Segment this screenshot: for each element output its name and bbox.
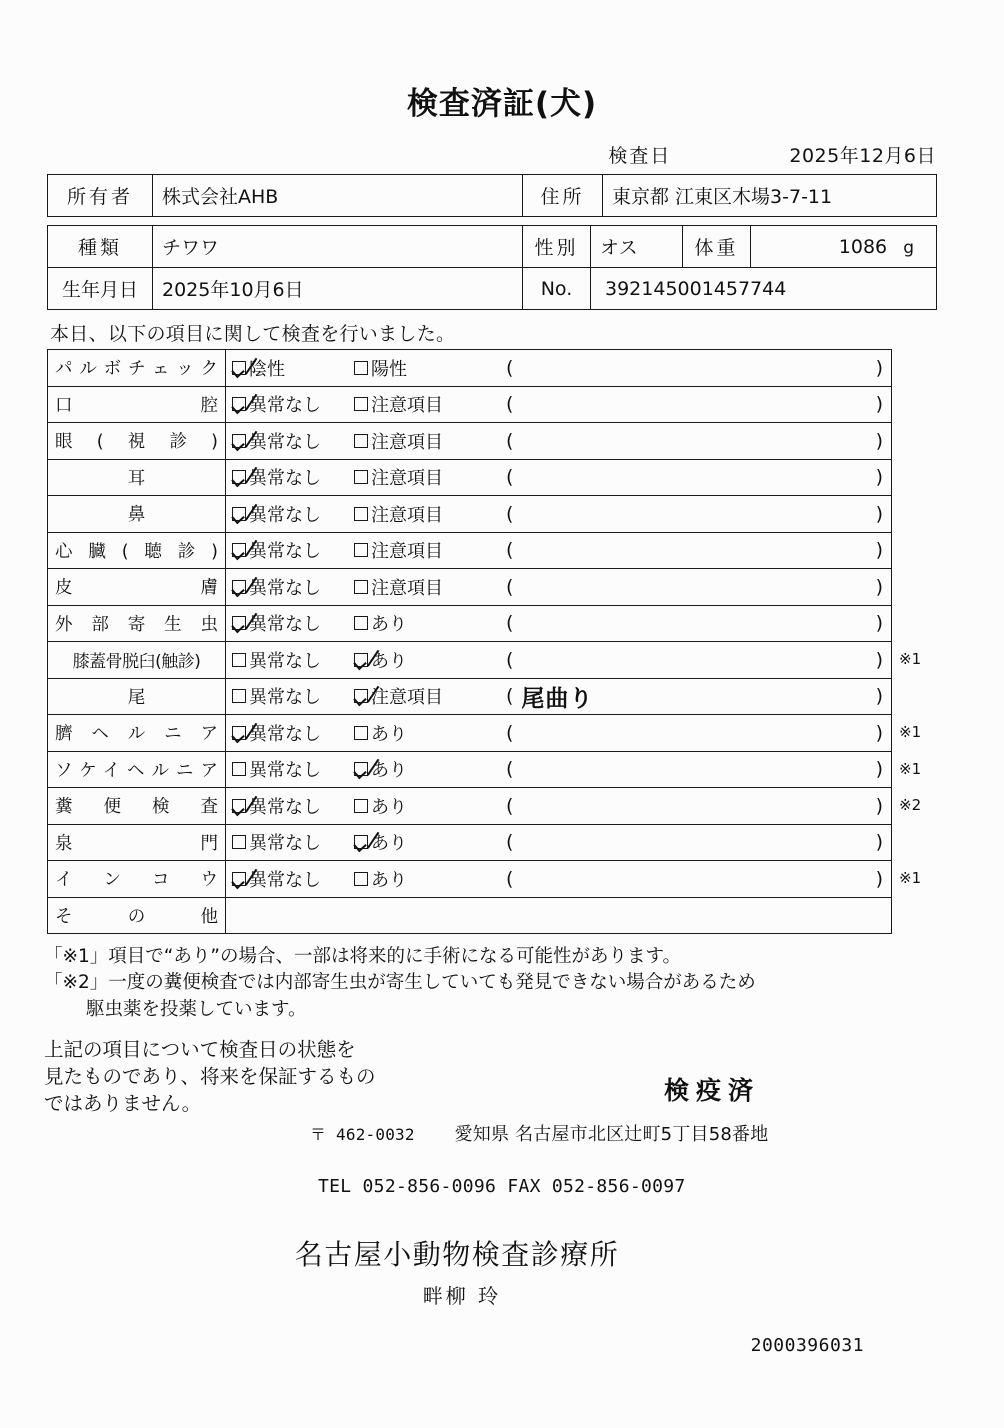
checkbox-option-2[interactable] xyxy=(354,683,506,709)
checkbox-option-1[interactable] xyxy=(232,793,354,819)
close-paren: ) xyxy=(875,648,883,671)
quarantine-stamp: 検疫済 xyxy=(664,1075,761,1105)
footnote-mark xyxy=(899,532,979,569)
open-paren: ( xyxy=(506,831,514,854)
checkbox-empty-icon[interactable] xyxy=(232,653,246,667)
checkbox-checked-icon[interactable] xyxy=(232,507,246,521)
table-row xyxy=(48,569,892,606)
close-paren: ) xyxy=(875,393,883,416)
checklist-row-label: 尾 xyxy=(48,678,226,715)
weight-value: 1086 xyxy=(838,235,888,258)
checkbox-option-label: 注意項目 xyxy=(371,468,443,490)
checkbox-option-1[interactable] xyxy=(232,428,354,454)
veterinarian-name: 畔柳 玲 xyxy=(422,1283,502,1308)
remark-field[interactable] xyxy=(506,430,891,452)
checkbox-empty-icon[interactable] xyxy=(354,799,368,813)
checkbox-checked-icon[interactable] xyxy=(232,543,246,557)
checkbox-option-label: あり xyxy=(371,796,407,818)
address-value: 東京都 江東区木場3-7-11 xyxy=(603,175,937,217)
checkbox-option-1[interactable] xyxy=(232,537,354,563)
checkbox-checked-icon[interactable] xyxy=(232,616,246,630)
checkbox-option-label: 異常なし xyxy=(249,833,321,855)
footnote-1: 「※1」項目で“あり”の場合、一部は将来的に手術になる可能性があります。 xyxy=(44,946,681,967)
checkbox-checked-icon[interactable] xyxy=(354,835,368,849)
birthdate-value: 2025年10月6日 xyxy=(153,268,523,310)
remark-field[interactable] xyxy=(506,868,891,890)
open-paren: ( xyxy=(506,429,514,452)
close-paren: ) xyxy=(875,466,883,489)
checkbox-option-2[interactable] xyxy=(354,756,506,782)
intro-text: 本日、以下の項目に関して検査を行いました。 xyxy=(50,323,456,345)
remark-field[interactable] xyxy=(506,649,891,671)
checkbox-option-2[interactable] xyxy=(354,537,506,563)
checkbox-option-label: あり xyxy=(371,650,407,672)
checkbox-option-label: 異常なし xyxy=(249,723,321,745)
disclaimer-line-2: 見たものであり、将来を保証するもの xyxy=(44,1064,376,1088)
checkbox-empty-icon[interactable] xyxy=(354,361,368,375)
checkbox-option-label: 異常なし xyxy=(249,796,321,818)
footnote-mark xyxy=(899,349,979,386)
checkbox-option-label: 異常なし xyxy=(249,869,321,891)
checkbox-checked-icon[interactable] xyxy=(354,653,368,667)
close-paren: ) xyxy=(875,758,883,781)
footnote-mark xyxy=(899,824,979,861)
open-paren: ( xyxy=(506,685,514,708)
checkbox-empty-icon[interactable] xyxy=(354,397,368,411)
table-row xyxy=(48,175,937,217)
footnote-mark xyxy=(899,678,979,715)
postal-code: 〒 462-0032 xyxy=(310,1124,415,1144)
checklist-row-options xyxy=(226,715,892,752)
birthdate-label: 生年月日 xyxy=(48,268,153,310)
checkbox-option-2[interactable] xyxy=(354,720,506,746)
checklist-row-options xyxy=(226,496,892,533)
remark-field[interactable] xyxy=(506,680,891,713)
checklist-row-label: 膝蓋骨脱臼(触診) xyxy=(48,642,226,679)
checkbox-option-label: あり xyxy=(371,614,407,636)
footnote-mark xyxy=(899,422,979,459)
checklist-row-label: ソケイヘルニア xyxy=(48,751,226,788)
table-row xyxy=(48,678,892,715)
address-label: 住所 xyxy=(523,175,603,217)
checkbox-checked-icon[interactable] xyxy=(232,434,246,448)
other-value[interactable] xyxy=(226,897,892,934)
checkbox-option-label: 注意項目 xyxy=(371,577,443,599)
checkbox-option-2[interactable] xyxy=(354,501,506,527)
footnote-mark: ※1 xyxy=(899,723,922,742)
disclaimer-text xyxy=(44,1037,464,1118)
checkbox-option-2[interactable] xyxy=(354,574,506,600)
animal-info-table xyxy=(47,225,937,310)
checkbox-option-1[interactable] xyxy=(232,647,354,673)
checklist-row-options xyxy=(226,423,892,460)
table-row xyxy=(48,386,892,423)
remark-field[interactable] xyxy=(506,503,891,525)
checkbox-option-1[interactable] xyxy=(232,683,354,709)
page-title: 検査済証(犬) xyxy=(406,86,598,122)
inspection-date-label: 検査日 xyxy=(608,145,672,167)
remark-field[interactable] xyxy=(506,466,891,488)
checkbox-option-label: 異常なし xyxy=(249,468,321,490)
address-text: 愛知県 名古屋市北区辻町5丁目58番地 xyxy=(454,1123,769,1145)
checkbox-option-1[interactable] xyxy=(232,464,354,490)
breed-label: 種類 xyxy=(48,226,153,268)
checklist-row-options xyxy=(226,532,892,569)
checkbox-checked-icon[interactable] xyxy=(232,361,246,375)
checkbox-option-1[interactable] xyxy=(232,720,354,746)
checklist-row-options xyxy=(226,861,892,898)
checklist-row-options xyxy=(226,569,892,606)
open-paren: ( xyxy=(506,393,514,416)
checkbox-option-1[interactable] xyxy=(232,866,354,892)
checkbox-empty-icon[interactable] xyxy=(354,507,368,521)
checkbox-option-label: 異常なし xyxy=(249,577,321,599)
checkbox-option-label: 異常なし xyxy=(249,541,321,563)
checklist-row-options xyxy=(226,788,892,825)
close-paren: ) xyxy=(875,685,883,708)
inspection-date-value: 2025年12月6日 xyxy=(789,145,936,167)
checkbox-empty-icon[interactable] xyxy=(232,762,246,776)
checkbox-option-2[interactable] xyxy=(354,391,506,417)
checkbox-option-label: 異常なし xyxy=(249,431,321,453)
close-paren: ) xyxy=(875,575,883,598)
checkbox-option-2[interactable] xyxy=(354,610,506,636)
remark-field[interactable] xyxy=(506,576,891,598)
remark-field[interactable] xyxy=(506,831,891,853)
owner-info-table xyxy=(47,174,937,217)
checkbox-option-label: あり xyxy=(371,723,407,745)
clinic-name: 名古屋小動物検査診療所 xyxy=(294,1237,620,1271)
sex-label: 性別 xyxy=(523,226,591,268)
checklist-row-label: 耳 xyxy=(48,459,226,496)
checkbox-empty-icon[interactable] xyxy=(232,835,246,849)
footnote-mark xyxy=(899,605,979,642)
checkbox-option-2[interactable] xyxy=(354,866,506,892)
checklist-row-options xyxy=(226,824,892,861)
remark-field[interactable] xyxy=(506,393,891,415)
close-paren: ) xyxy=(875,356,883,379)
close-paren: ) xyxy=(875,502,883,525)
checkbox-option-2[interactable] xyxy=(354,428,506,454)
footnote-mark xyxy=(899,459,979,496)
table-row xyxy=(48,897,892,934)
table-row xyxy=(48,715,892,752)
reference-number: 2000396031 xyxy=(750,1334,864,1356)
open-paren: ( xyxy=(506,466,514,489)
checklist-row-label: 糞便検査 xyxy=(48,788,226,825)
checklist-table xyxy=(47,349,892,934)
checkbox-option-label: 注意項目 xyxy=(371,687,443,709)
close-paren: ) xyxy=(875,794,883,817)
remark-handwritten-note: 尾曲り xyxy=(521,684,594,712)
table-row xyxy=(48,605,892,642)
footnote-mark: ※1 xyxy=(899,869,922,888)
checklist-row-options xyxy=(226,751,892,788)
open-paren: ( xyxy=(506,612,514,635)
remark-field[interactable] xyxy=(506,722,891,744)
checkbox-empty-icon[interactable] xyxy=(354,543,368,557)
checklist-row-options xyxy=(226,459,892,496)
checkbox-option-1[interactable] xyxy=(232,574,354,600)
checklist-row-label: インコウ xyxy=(48,861,226,898)
table-row xyxy=(48,788,892,825)
checkbox-option-label: 異常なし xyxy=(249,760,321,782)
breed-value: チワワ xyxy=(153,226,523,268)
checkbox-empty-icon[interactable] xyxy=(354,726,368,740)
footnote-2-line2: 駆虫薬を投薬しています。 xyxy=(86,998,307,1020)
close-paren: ) xyxy=(875,867,883,890)
clinic-contact: TEL 052-856-0096 FAX 052-856-0097 xyxy=(318,1175,686,1197)
checkbox-empty-icon[interactable] xyxy=(354,580,368,594)
disclaimer-line-1: 上記の項目について検査日の状態を xyxy=(44,1037,356,1061)
footnote-mark: ※1 xyxy=(899,759,922,778)
checkbox-checked-icon[interactable] xyxy=(354,689,368,703)
remark-field[interactable] xyxy=(506,539,891,561)
checklist-row-label: 心臓(聴診) xyxy=(48,532,226,569)
checkbox-option-label: 異常なし xyxy=(249,687,321,709)
checkbox-option-2[interactable] xyxy=(354,829,506,855)
checklist-row-options xyxy=(226,350,892,387)
table-row xyxy=(48,642,892,679)
open-paren: ( xyxy=(506,648,514,671)
table-row xyxy=(48,459,892,496)
checkbox-checked-icon[interactable] xyxy=(232,799,246,813)
footnote-marks-column xyxy=(899,349,979,897)
footnote-mark: ※2 xyxy=(899,796,922,815)
close-paren: ) xyxy=(875,721,883,744)
disclaimer-line-3: ではありません。 xyxy=(44,1091,202,1115)
checkbox-empty-icon[interactable] xyxy=(354,470,368,484)
table-row xyxy=(48,226,937,268)
checkbox-option-2[interactable] xyxy=(354,793,506,819)
weight-unit: g xyxy=(903,237,914,258)
footnotes xyxy=(44,944,1004,1023)
table-row xyxy=(48,824,892,861)
table-row xyxy=(48,861,892,898)
open-paren: ( xyxy=(506,758,514,781)
checkbox-option-2[interactable] xyxy=(354,647,506,673)
remark-field[interactable] xyxy=(506,612,891,634)
weight-cell xyxy=(751,226,937,268)
checklist-row-label: パルボチェック xyxy=(48,350,226,387)
checklist-row-label: 臍ヘルニア xyxy=(48,715,226,752)
checkbox-option-1[interactable] xyxy=(232,391,354,417)
footnote-mark xyxy=(899,495,979,532)
table-row xyxy=(48,751,892,788)
microchip-no-label: No. xyxy=(523,268,591,310)
open-paren: ( xyxy=(506,502,514,525)
checklist-row-options xyxy=(226,605,892,642)
checkbox-option-1[interactable] xyxy=(232,610,354,636)
checklist-row-label: 外部寄生虫 xyxy=(48,605,226,642)
open-paren: ( xyxy=(506,356,514,379)
checklist-body xyxy=(48,350,892,934)
inspection-date-bar xyxy=(0,141,936,168)
checkbox-option-2[interactable] xyxy=(354,355,506,381)
checkbox-option-1[interactable] xyxy=(232,829,354,855)
close-paren: ) xyxy=(875,429,883,452)
open-paren: ( xyxy=(506,867,514,890)
checkbox-checked-icon[interactable] xyxy=(232,470,246,484)
checkbox-option-label: 注意項目 xyxy=(371,541,443,563)
checklist-row-label: 眼(視診) xyxy=(48,423,226,460)
checkbox-option-label: 異常なし xyxy=(249,650,321,672)
table-row xyxy=(48,496,892,533)
checkbox-option-1[interactable] xyxy=(232,756,354,782)
microchip-no-value: 392145001457744 xyxy=(591,268,937,310)
checkbox-checked-icon[interactable] xyxy=(354,762,368,776)
checkbox-checked-icon[interactable] xyxy=(232,580,246,594)
checkbox-empty-icon[interactable] xyxy=(232,689,246,703)
close-paren: ) xyxy=(875,539,883,562)
clinic-address xyxy=(310,1120,1004,1146)
checkbox-empty-icon[interactable] xyxy=(354,616,368,630)
owner-label: 所有者 xyxy=(48,175,153,217)
checkbox-option-label: あり xyxy=(371,760,407,782)
clinic-signature xyxy=(0,1233,1004,1309)
open-paren: ( xyxy=(506,575,514,598)
open-paren: ( xyxy=(506,721,514,744)
checkbox-empty-icon[interactable] xyxy=(354,434,368,448)
checkbox-option-1[interactable] xyxy=(232,501,354,527)
weight-label: 体重 xyxy=(683,226,751,268)
checklist-row-options xyxy=(226,678,892,715)
open-paren: ( xyxy=(506,539,514,562)
checklist-row-label: 皮膚 xyxy=(48,569,226,606)
table-row xyxy=(48,423,892,460)
checkbox-option-label: あり xyxy=(371,833,407,855)
table-row xyxy=(48,532,892,569)
open-paren: ( xyxy=(506,794,514,817)
footnote-2-line1: 「※2」一度の糞便検査では内部寄生虫が寄生していても発見できない場合があるため xyxy=(44,972,756,994)
footnote-mark: ※1 xyxy=(899,650,922,669)
checkbox-checked-icon[interactable] xyxy=(232,872,246,886)
footnote-mark xyxy=(899,386,979,423)
other-label: その他 xyxy=(48,897,226,934)
remark-field[interactable] xyxy=(506,795,891,817)
checkbox-empty-icon[interactable] xyxy=(354,872,368,886)
footnote-mark xyxy=(899,568,979,605)
checkbox-option-label: あり xyxy=(371,869,407,891)
close-paren: ) xyxy=(875,831,883,854)
checkbox-option-1[interactable] xyxy=(232,355,354,381)
sex-value: オス xyxy=(591,226,683,268)
checkbox-option-label: 異常なし xyxy=(249,614,321,636)
checklist-row-label: 口腔 xyxy=(48,386,226,423)
checkbox-checked-icon[interactable] xyxy=(232,397,246,411)
checkbox-option-label: 陽性 xyxy=(371,358,407,380)
remark-field[interactable] xyxy=(506,357,891,379)
checklist-row-options xyxy=(226,386,892,423)
owner-value: 株式会社AHB xyxy=(153,175,523,217)
checkbox-option-label: 注意項目 xyxy=(371,431,443,453)
table-row xyxy=(48,268,937,310)
checkbox-option-label: 注意項目 xyxy=(371,395,443,417)
checkbox-option-label: 異常なし xyxy=(249,504,321,526)
checklist-section xyxy=(47,349,987,934)
checklist-row-label: 泉門 xyxy=(48,824,226,861)
checkbox-checked-icon[interactable] xyxy=(232,726,246,740)
checklist-row-options xyxy=(226,642,892,679)
checkbox-option-2[interactable] xyxy=(354,464,506,490)
checkbox-option-label: 注意項目 xyxy=(371,504,443,526)
checkbox-option-label: 異常なし xyxy=(249,395,321,417)
checkbox-option-label: 陰性 xyxy=(249,358,285,380)
remark-field[interactable] xyxy=(506,758,891,780)
close-paren: ) xyxy=(875,612,883,635)
disclaimer-row xyxy=(44,1037,1004,1118)
table-row xyxy=(48,350,892,387)
checklist-row-label: 鼻 xyxy=(48,496,226,533)
